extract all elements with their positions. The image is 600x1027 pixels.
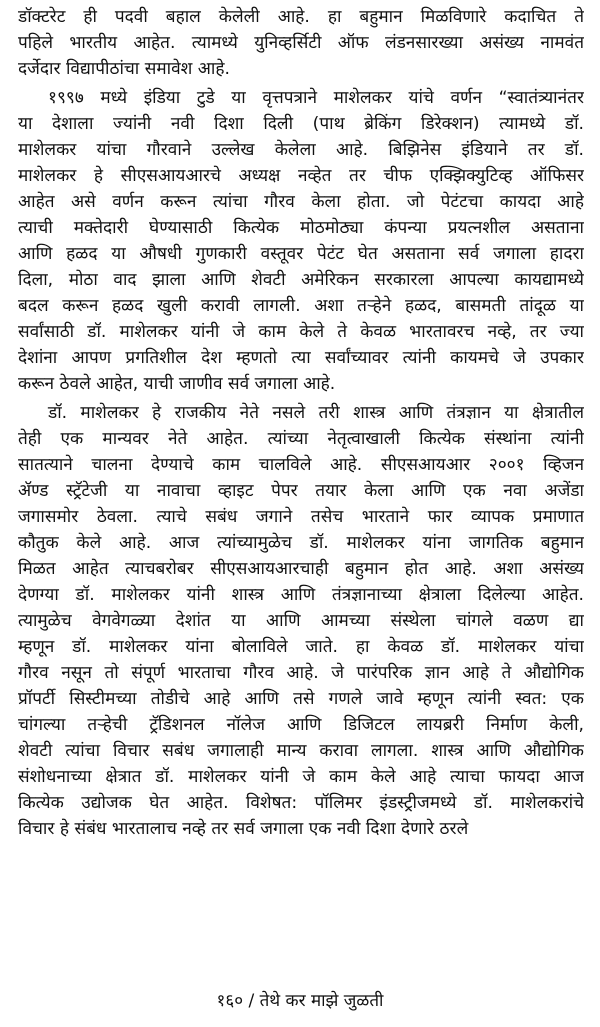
text-line: या देशाला ज्यांनी नवी दिशा दिली (पाथ ब्रेकिंग डिरेक्शन) त्यामध्ये डॉ. [18,114,584,134]
paragraph [18,400,584,842]
text-line: म्हणून डॉ. माशेलकर यांना बोलाविले जाते. हा केवळ डॉ. माशेलकर यांचा [18,637,584,657]
text-line: सातत्याने चालना देण्याचे काम चालविले आहे. सीएसआयआर २००१ व्हिजन [18,455,584,475]
text-line: दर्जेदार विद्यापीठांचा समावेश आहे. [18,59,230,79]
paragraph [18,4,584,82]
text-line: जगासमोर ठेवला. त्याचे सबंध जगाने तसेच भारताने फार व्यापक प्रमाणात [18,507,584,527]
text-line: करून ठेवले आहेत, याची जाणीव सर्व जगाला आहे. [18,374,336,394]
text-line: प्रॉपर्टी सिस्टीमच्या तोडीचे आहे आणि तसे गणले जावे म्हणून त्यांनी स्वत: एक [18,689,584,709]
text-line: मिळत आहेत त्याचबरोबर सीएसआयआरचाही बहुमान होत आहे. अशा असंख्य [18,559,584,579]
text-line: चांगल्या तऱ्हेची ट्रॅडिशनल नॉलेज आणि डिजिटल लायब्ररी निर्माण केली, [18,715,584,735]
text-line: संशोधनाच्या क्षेत्रात डॉ. माशेलकर यांनी जे काम केले आहे त्याचा फायदा आज [18,767,584,787]
text-line: डॉक्टरेट ही पदवी बहाल केलेली आहे. हा बहुमान मिळविणारे कदाचित ते [18,7,584,27]
text-line: आहेत असे वर्णन करून त्यांचा गौरव केला होता. जो पेटंटचा कायदा आहे [18,192,584,212]
text-line: देणग्या डॉ. माशेलकर यांनी शास्त्र आणि तंत्रज्ञानाच्या क्षेत्राला दिलेल्या आहेत. [18,585,584,605]
text-line: आणि हळद या औषधी गुणकारी वस्तूवर पेटंट घेत असताना सर्व जगाला हादरा [18,244,584,264]
text-line: देशांना आपण प्रगतिशील देश म्हणतो त्या सर्वांच्यावर त्यांनी कायमचे जे उपकार [18,348,584,368]
text-line: बदल करून हळद खुली करावी लागली. अशा तऱ्हेने हळद, बासमती तांदूळ या [18,296,584,316]
text-line: माशेलकर यांचा गौरवाने उल्लेख केलेला आहे. बिझिनेस इंडियाने तर डॉ. [18,140,584,160]
text-line: कित्येक उद्योजक घेत आहेत. विशेषत: पॉलिमर इंडस्ट्रीजमध्ये डॉ. माशेलकरांचे [18,793,584,813]
text-line: शेवटी त्यांचा विचार सबंध जगालाही मान्य करावा लागला. शास्त्र आणि औद्योगिक [18,741,584,761]
paragraph [18,85,584,397]
text-line: सर्वांसाठी डॉ. माशेलकर यांनी जे काम केले ते केवळ भारतावरच नव्हे, तर ज्या [18,322,584,342]
text-line: त्याची मक्तेदारी घेण्यासाठी कित्येक मोठमोठ्या कंपन्या प्रयत्नशील असताना [18,218,584,238]
text-line: दिला, मोठा वाद झाला आणि शेवटी अमेरिकन सरकारला आपल्या कायद्यामध्ये [18,270,584,290]
page-footer: १६० / तेथे कर माझे जुळती [216,991,384,1011]
text-line: तेही एक मान्यवर नेते आहेत. त्यांच्या नेतृत्वाखाली कित्येक संस्थांना त्यांनी [18,429,584,449]
body-text [18,4,584,842]
text-line: डॉ. माशेलकर हे राजकीय नेते नसले तरी शास्त्र आणि तंत्रज्ञान या क्षेत्रातील [48,403,584,423]
text-line: गौरव नसून तो संपूर्ण भारताचा गौरव आहे. जे पारंपरिक ज्ञान आहे ते औद्योगिक [18,663,584,683]
text-line: ॲण्ड स्ट्रॅटेजी या नावाचा व्हाइट पेपर तयार केला आणि एक नवा अजेंडा [18,481,584,501]
text-line: विचार हे संबंध भारतालाच नव्हे तर सर्व जगाला एक नवी दिशा देणारे ठरले [18,819,469,839]
text-line: माशेलकर हे सीएसआयआरचे अध्यक्ष नव्हेत तर चीफ एक्झिक्युटिव्ह ऑफिसर [18,166,584,186]
text-line: पहिले भारतीय आहेत. त्यामध्ये युनिव्हर्सिटी ऑफ लंडनसारख्या असंख्य नामवंत [18,33,584,53]
text-line: १९९७ मध्ये इंडिया टुडे या वृत्तपत्राने माशेलकर यांचे वर्णन “स्वातंत्र्यानंतर [48,88,584,108]
text-line: कौतुक केले आहे. आज त्यांच्यामुळेच डॉ. माशेलकर यांना जागतिक बहुमान [18,533,584,553]
text-line: त्यामुळेच वेगवेगळ्या देशांत या आणि आमच्या संस्थेला चांगले वळण द्या [18,611,584,631]
